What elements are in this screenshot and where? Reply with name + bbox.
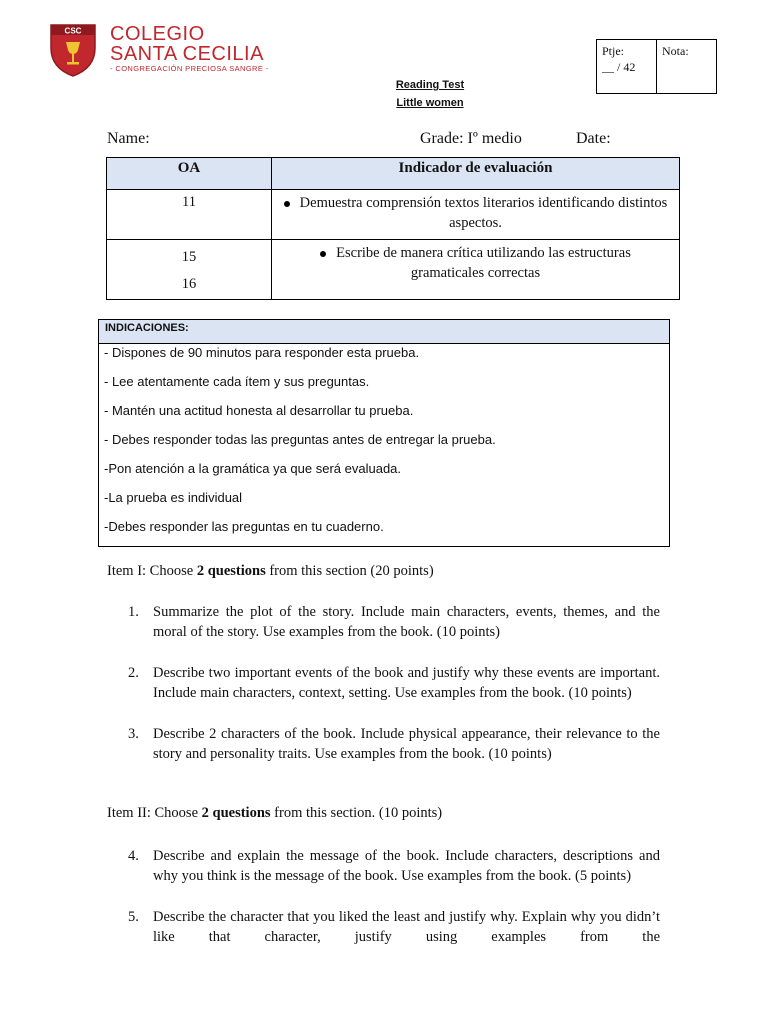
table-row: [107, 240, 680, 300]
question-number: 5.: [128, 909, 139, 925]
indications-title: INDICACIONES:: [99, 320, 669, 344]
bullet-icon: [320, 251, 326, 257]
indication-line: - Dispones de 90 minutos para responder esta prueba.: [104, 345, 420, 360]
question-text: Describe and explain the message of the book. Include characters, descriptions and why you think is the message of the book. Use examples from the book. (5 points): [153, 848, 660, 885]
school-name: [110, 24, 264, 64]
question-number: 1.: [128, 604, 139, 620]
oa-table-header: [107, 158, 680, 190]
question-5: [128, 907, 660, 948]
oa-cell: [107, 190, 272, 240]
question-number: 3.: [128, 726, 139, 742]
school-subtitle: - CONGREGACIÓN PRECIOSA SANGRE -: [110, 64, 269, 73]
indication-line: - Lee atentamente cada ítem y sus preguntas.: [104, 374, 370, 389]
indication-line: -Debes responder las preguntas en tu cuaderno.: [104, 519, 384, 534]
crest-initials: CSC: [64, 26, 82, 36]
test-title: Reading Test: [395, 79, 465, 91]
indication-line: -Pon atención a la gramática ya que será evaluada.: [104, 461, 402, 476]
indicator-cell: [272, 240, 680, 300]
oa-code: 15: [181, 249, 197, 265]
indication-line: - Mantén una actitud honesta al desarrollar tu prueba.: [104, 403, 414, 418]
question-4: [128, 846, 660, 887]
school-crest-logo: [48, 22, 98, 78]
question-text: Describe 2 characters of the book. Include physical appearance, their relevance to the story and personality traits. Use examples from the book. (10 points): [153, 726, 660, 763]
indication-line: -La prueba es individual: [104, 490, 243, 505]
indicator-col-header: Indicador de evaluación: [272, 158, 680, 190]
indicator-text: Escribe de manera crítica utilizando las estructuras gramaticales correctas: [336, 245, 631, 281]
item2-bold: 2 questions: [201, 805, 271, 821]
question-text: Summarize the plot of the story. Include main characters, events, themes, and the moral of the story. Use examples from the book. (10 points): [153, 604, 660, 641]
indication-line: - Debes responder todas las preguntas antes de entregar la prueba.: [104, 432, 496, 447]
oa-cell: [107, 240, 272, 300]
question-number: 4.: [128, 848, 139, 864]
school-name-line1: COLEGIO: [110, 23, 205, 45]
item1-heading: [107, 563, 434, 580]
table-row: [107, 190, 680, 240]
indications-box: [98, 319, 670, 547]
grade-label: Grade: Iº medio: [420, 130, 522, 147]
item1-pre: Item I: Choose: [107, 563, 197, 579]
school-name-line2: SANTA CECILIA: [110, 43, 264, 65]
ptje-value: __ / 42: [602, 60, 636, 74]
oa-code: 16: [181, 276, 197, 292]
indicator-text: Demuestra comprensión textos literarios identificando distintos aspectos.: [299, 195, 668, 231]
question-2: [128, 663, 660, 704]
item2-post: from this section. (10 points): [270, 805, 443, 821]
question-text: Describe two important events of the book and justify why these events are important. Include main characters, context, setting. Use examples from the book. (10 points): [153, 665, 660, 702]
oa-col-header: OA: [107, 158, 272, 190]
item1-bold: 2 questions: [196, 563, 266, 579]
item1-post: from this section (20 points): [265, 563, 434, 579]
item2-pre: Item II: Choose: [107, 805, 202, 821]
oa-table: [106, 157, 680, 300]
date-label: Date:: [576, 130, 611, 147]
nota-label: Nota:: [662, 44, 689, 58]
question-1: [128, 602, 660, 643]
bullet-icon: [284, 201, 290, 207]
name-label: Name:: [107, 130, 150, 147]
indicator-cell: [272, 190, 680, 240]
ptje-label: Ptje:: [602, 44, 625, 58]
question-text: Describe the character that you liked the least and justify why. Explain why you didn’t like that character, justify using examples from the: [153, 909, 660, 946]
item2-heading: [107, 805, 442, 822]
oa-code: 11: [182, 194, 196, 210]
question-number: 2.: [128, 665, 139, 681]
book-title: Little women: [396, 97, 464, 109]
question-3: [128, 724, 660, 765]
